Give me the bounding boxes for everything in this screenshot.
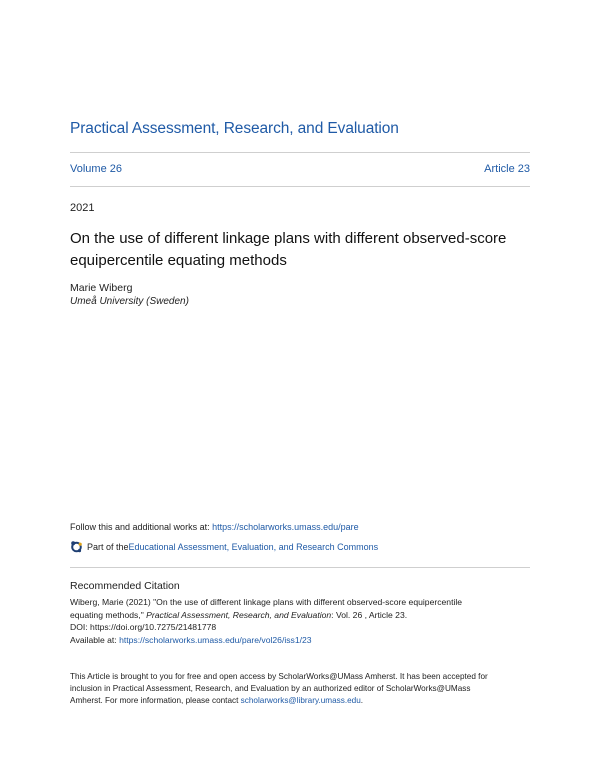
available-label: Available at: [70, 634, 120, 645]
article-url-link[interactable]: https://scholarworks.umass.edu/pare/vol26/iss1/23 [119, 634, 312, 645]
footer-line: inclusion in Practical Assessment, Research, and Evaluation by an authorized editor of ScholarWorks@UMass [70, 684, 471, 693]
divider [70, 152, 530, 153]
access-statement [70, 671, 530, 707]
article-number-link[interactable]: Article 23 [484, 163, 530, 175]
citation-line [70, 634, 530, 647]
citation-doi: DOI: https://doi.org/10.7275/21481778 [70, 622, 217, 632]
repository-link[interactable]: https://scholarworks.umass.edu/pare [212, 522, 359, 532]
citation-journal: Practical Assessment, Research, and Evaluation [146, 609, 332, 620]
follow-line [70, 522, 359, 532]
part-of-line [70, 540, 378, 553]
footer-text: Amherst. For more information, please contact [70, 696, 241, 705]
contact-email-link[interactable]: scholarworks@library.umass.edu [240, 696, 361, 705]
article-title-line: On the use of different linkage plans with different observed-score [70, 230, 507, 247]
divider [70, 186, 530, 187]
divider [70, 567, 530, 568]
commons-link[interactable]: Educational Assessment, Evaluation, and Research Commons [128, 541, 379, 552]
footer-text: . [360, 696, 364, 705]
author-affiliation: Umeå University (Sweden) [70, 296, 189, 307]
recommended-citation-heading: Recommended Citation [70, 580, 180, 592]
part-of-text: Part of the [87, 541, 129, 552]
footer-line [70, 695, 530, 707]
citation-text: : Vol. 26 , Article 23. [331, 609, 408, 620]
follow-text: Follow this and additional works at: [70, 522, 213, 532]
citation-text: equating methods," [70, 609, 147, 620]
footer-line: This Article is brought to you for free and open access by ScholarWorks@UMass Amherst. It has been accepted for [70, 672, 488, 681]
citation-line [70, 609, 530, 622]
journal-title-link[interactable]: Practical Assessment, Research, and Evaluation [70, 120, 399, 137]
recommended-citation [70, 596, 530, 646]
article-title-line: equipercentile equating methods [70, 252, 287, 269]
commons-network-icon [70, 540, 83, 553]
author-name: Marie Wiberg [70, 282, 133, 294]
volume-link[interactable]: Volume 26 [70, 163, 122, 175]
citation-line: Wiberg, Marie (2021) "On the use of different linkage plans with different observed-score equipercentile [70, 597, 463, 607]
article-title [70, 228, 540, 272]
publication-year: 2021 [70, 202, 95, 214]
